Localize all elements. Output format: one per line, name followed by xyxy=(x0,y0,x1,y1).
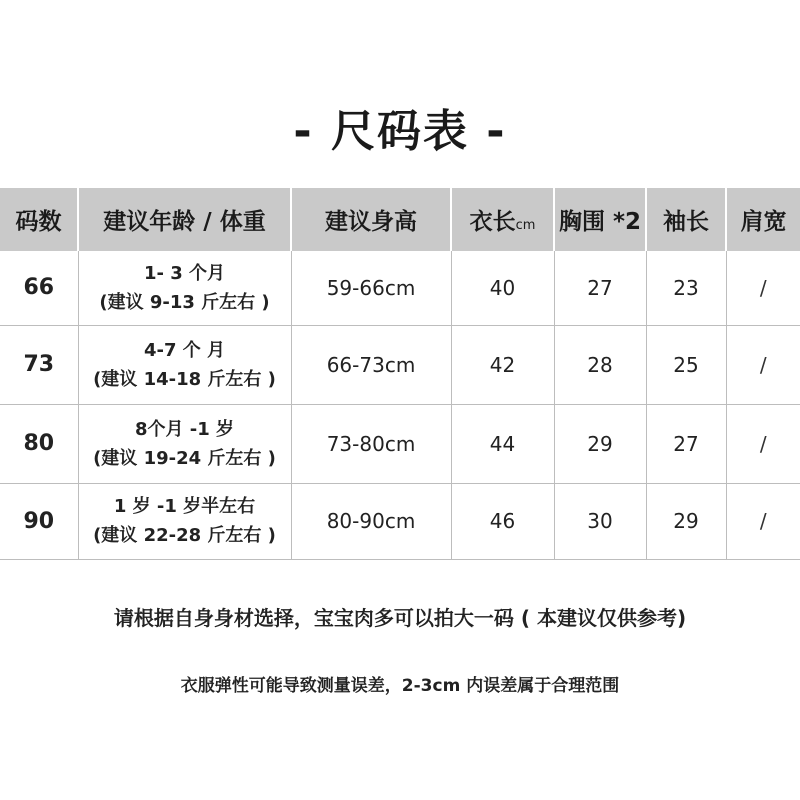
cell-shoulder: / xyxy=(726,325,800,404)
header-shoulder: 肩宽 xyxy=(726,188,800,251)
cell-chest: 29 xyxy=(554,404,646,483)
cell-age xyxy=(78,325,291,404)
cell-shoulder: / xyxy=(726,404,800,483)
cell-age xyxy=(78,251,291,325)
table-row xyxy=(0,404,800,483)
cell-height: 73-80cm xyxy=(291,404,451,483)
age-range: 8个月 -1 岁 xyxy=(134,418,235,440)
cell-length: 40 xyxy=(451,251,554,325)
cell-code: 73 xyxy=(0,325,78,404)
sizing-advice-note: 请根据自身身材选择，宝宝肉多可以拍大一码 ( 本建议仅供参考) xyxy=(113,606,687,630)
cell-sleeve: 23 xyxy=(646,251,726,325)
cell-code: 66 xyxy=(0,251,78,325)
header-length-unit: cm xyxy=(515,218,536,233)
age-range: 1 岁 -1 岁半左右 xyxy=(113,496,256,517)
weight-range: (建议 9-13 斤左右 ) xyxy=(99,291,270,313)
cell-age xyxy=(78,404,291,483)
cell-sleeve: 27 xyxy=(646,404,726,483)
header-height: 建议身高 xyxy=(291,188,451,251)
cell-sleeve: 25 xyxy=(646,325,726,404)
cell-height: 59-66cm xyxy=(291,251,451,325)
header-age: 建议年龄 / 体重 xyxy=(78,188,291,251)
age-range: 1- 3 个月 xyxy=(143,262,226,284)
cell-height: 66-73cm xyxy=(291,325,451,404)
cell-shoulder: / xyxy=(726,251,800,325)
weight-range: (建议 14-18 斤左右 ) xyxy=(93,368,276,390)
measurement-error-note: 衣服弹性可能导致测量误差，2-3cm 内误差属于合理范围 xyxy=(180,676,620,696)
cell-chest: 28 xyxy=(554,325,646,404)
cell-age xyxy=(78,483,291,559)
cell-code: 90 xyxy=(0,483,78,559)
cell-chest: 27 xyxy=(554,251,646,325)
table-row xyxy=(0,325,800,404)
header-length-label: 衣长 xyxy=(469,209,516,235)
page-title: - 尺码表 - xyxy=(293,106,507,157)
cell-length: 46 xyxy=(451,483,554,559)
weight-range: (建议 22-28 斤左右 ) xyxy=(93,525,276,546)
cell-sleeve: 29 xyxy=(646,483,726,559)
cell-code: 80 xyxy=(0,404,78,483)
table-row xyxy=(0,251,800,325)
header-code: 码数 xyxy=(0,188,78,251)
cell-shoulder: / xyxy=(726,483,800,559)
table-header-row xyxy=(0,188,800,251)
table-row xyxy=(0,483,800,559)
weight-range: (建议 19-24 斤左右 ) xyxy=(93,447,276,469)
header-length xyxy=(451,188,554,251)
cell-chest: 30 xyxy=(554,483,646,559)
header-sleeve: 袖长 xyxy=(646,188,726,251)
cell-length: 44 xyxy=(451,404,554,483)
cell-length: 42 xyxy=(451,325,554,404)
size-table xyxy=(0,188,800,560)
cell-height: 80-90cm xyxy=(291,483,451,559)
header-chest: 胸围 *2 xyxy=(554,188,646,251)
age-range: 4-7 个 月 xyxy=(143,339,226,361)
